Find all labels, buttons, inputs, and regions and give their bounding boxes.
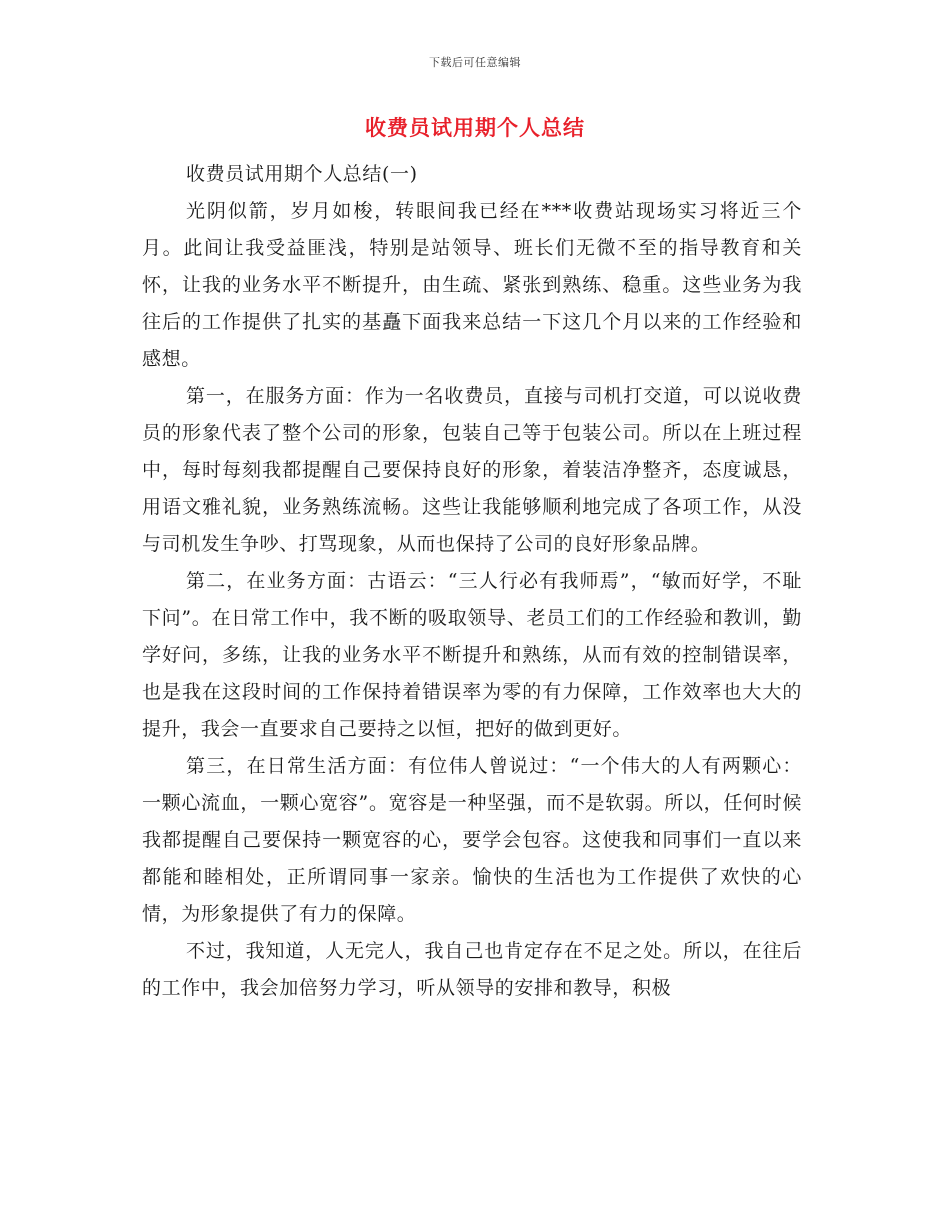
page-header-note: 下载后可任意编辑 [429,56,521,69]
document-body [142,156,802,1007]
document-title: 收费员试用期个人总结 [365,115,585,140]
paragraph-service: 第一，在服务方面：作为一名收费员，直接与司机打交道，可以说收费员的形象代表了整个公司的形象，包装自己等于包装公司。所以在上班过程中，每时每刻我都提醒自己要保持良好的形象，着装洁净整齐，态度诚恳，用语文雅礼貌，业务熟练流畅。这些让我能够顺利地完成了各项工作，从没与司机发生争吵、打骂现象，从而也保持了公司的良好形象品牌。 [142,385,802,555]
document-subtitle: 收费员试用期个人总结(一) [186,163,418,185]
paragraph-business: 第二，在业务方面：古语云：“三人行必有我师焉”，“敏而好学，不耻下问”。在日常工作中，我不断的吸取领导、老员工们的工作经验和教训，勤学好问，多练，让我的业务水平不断提升和熟练，从而有效的控制错误率，也是我在这段时间的工作保持着错误率为零的有力保障，工作效率也大大的提升，我会一直要求自己要持之以恒，把好的做到更好。 [142,570,802,740]
paragraph-shortcomings: 不过，我知道，人无完人，我自己也肯定存在不足之处。所以，在往后的工作中，我会加倍努力学习，听从领导的安排和教导，积极 [142,940,802,999]
paragraph-intro: 光阴似箭，岁月如梭，转眼间我已经在***收费站现场实习将近三个月。此间让我受益匪浅，特别是站领导、班长们无微不至的指导教育和关怀，让我的业务水平不断提升，由生疏、紧张到熟练、稳重。这些业务为我往后的工作提供了扎实的基矗下面我来总结一下这几个月以来的工作经验和感想。 [142,200,802,370]
paragraph-daily-life: 第三，在日常生活方面：有位伟人曾说过：“一个伟大的人有两颗心：一颗心流血，一颗心宽容”。宽容是一种坚强，而不是软弱。所以，任何时候我都提醒自己要保持一颗宽容的心，要学会包容。这使我和同事们一直以来都能和睦相处，正所谓同事一家亲。愉快的生活也为工作提供了欢快的心情，为形象提供了有力的保障。 [142,755,802,925]
